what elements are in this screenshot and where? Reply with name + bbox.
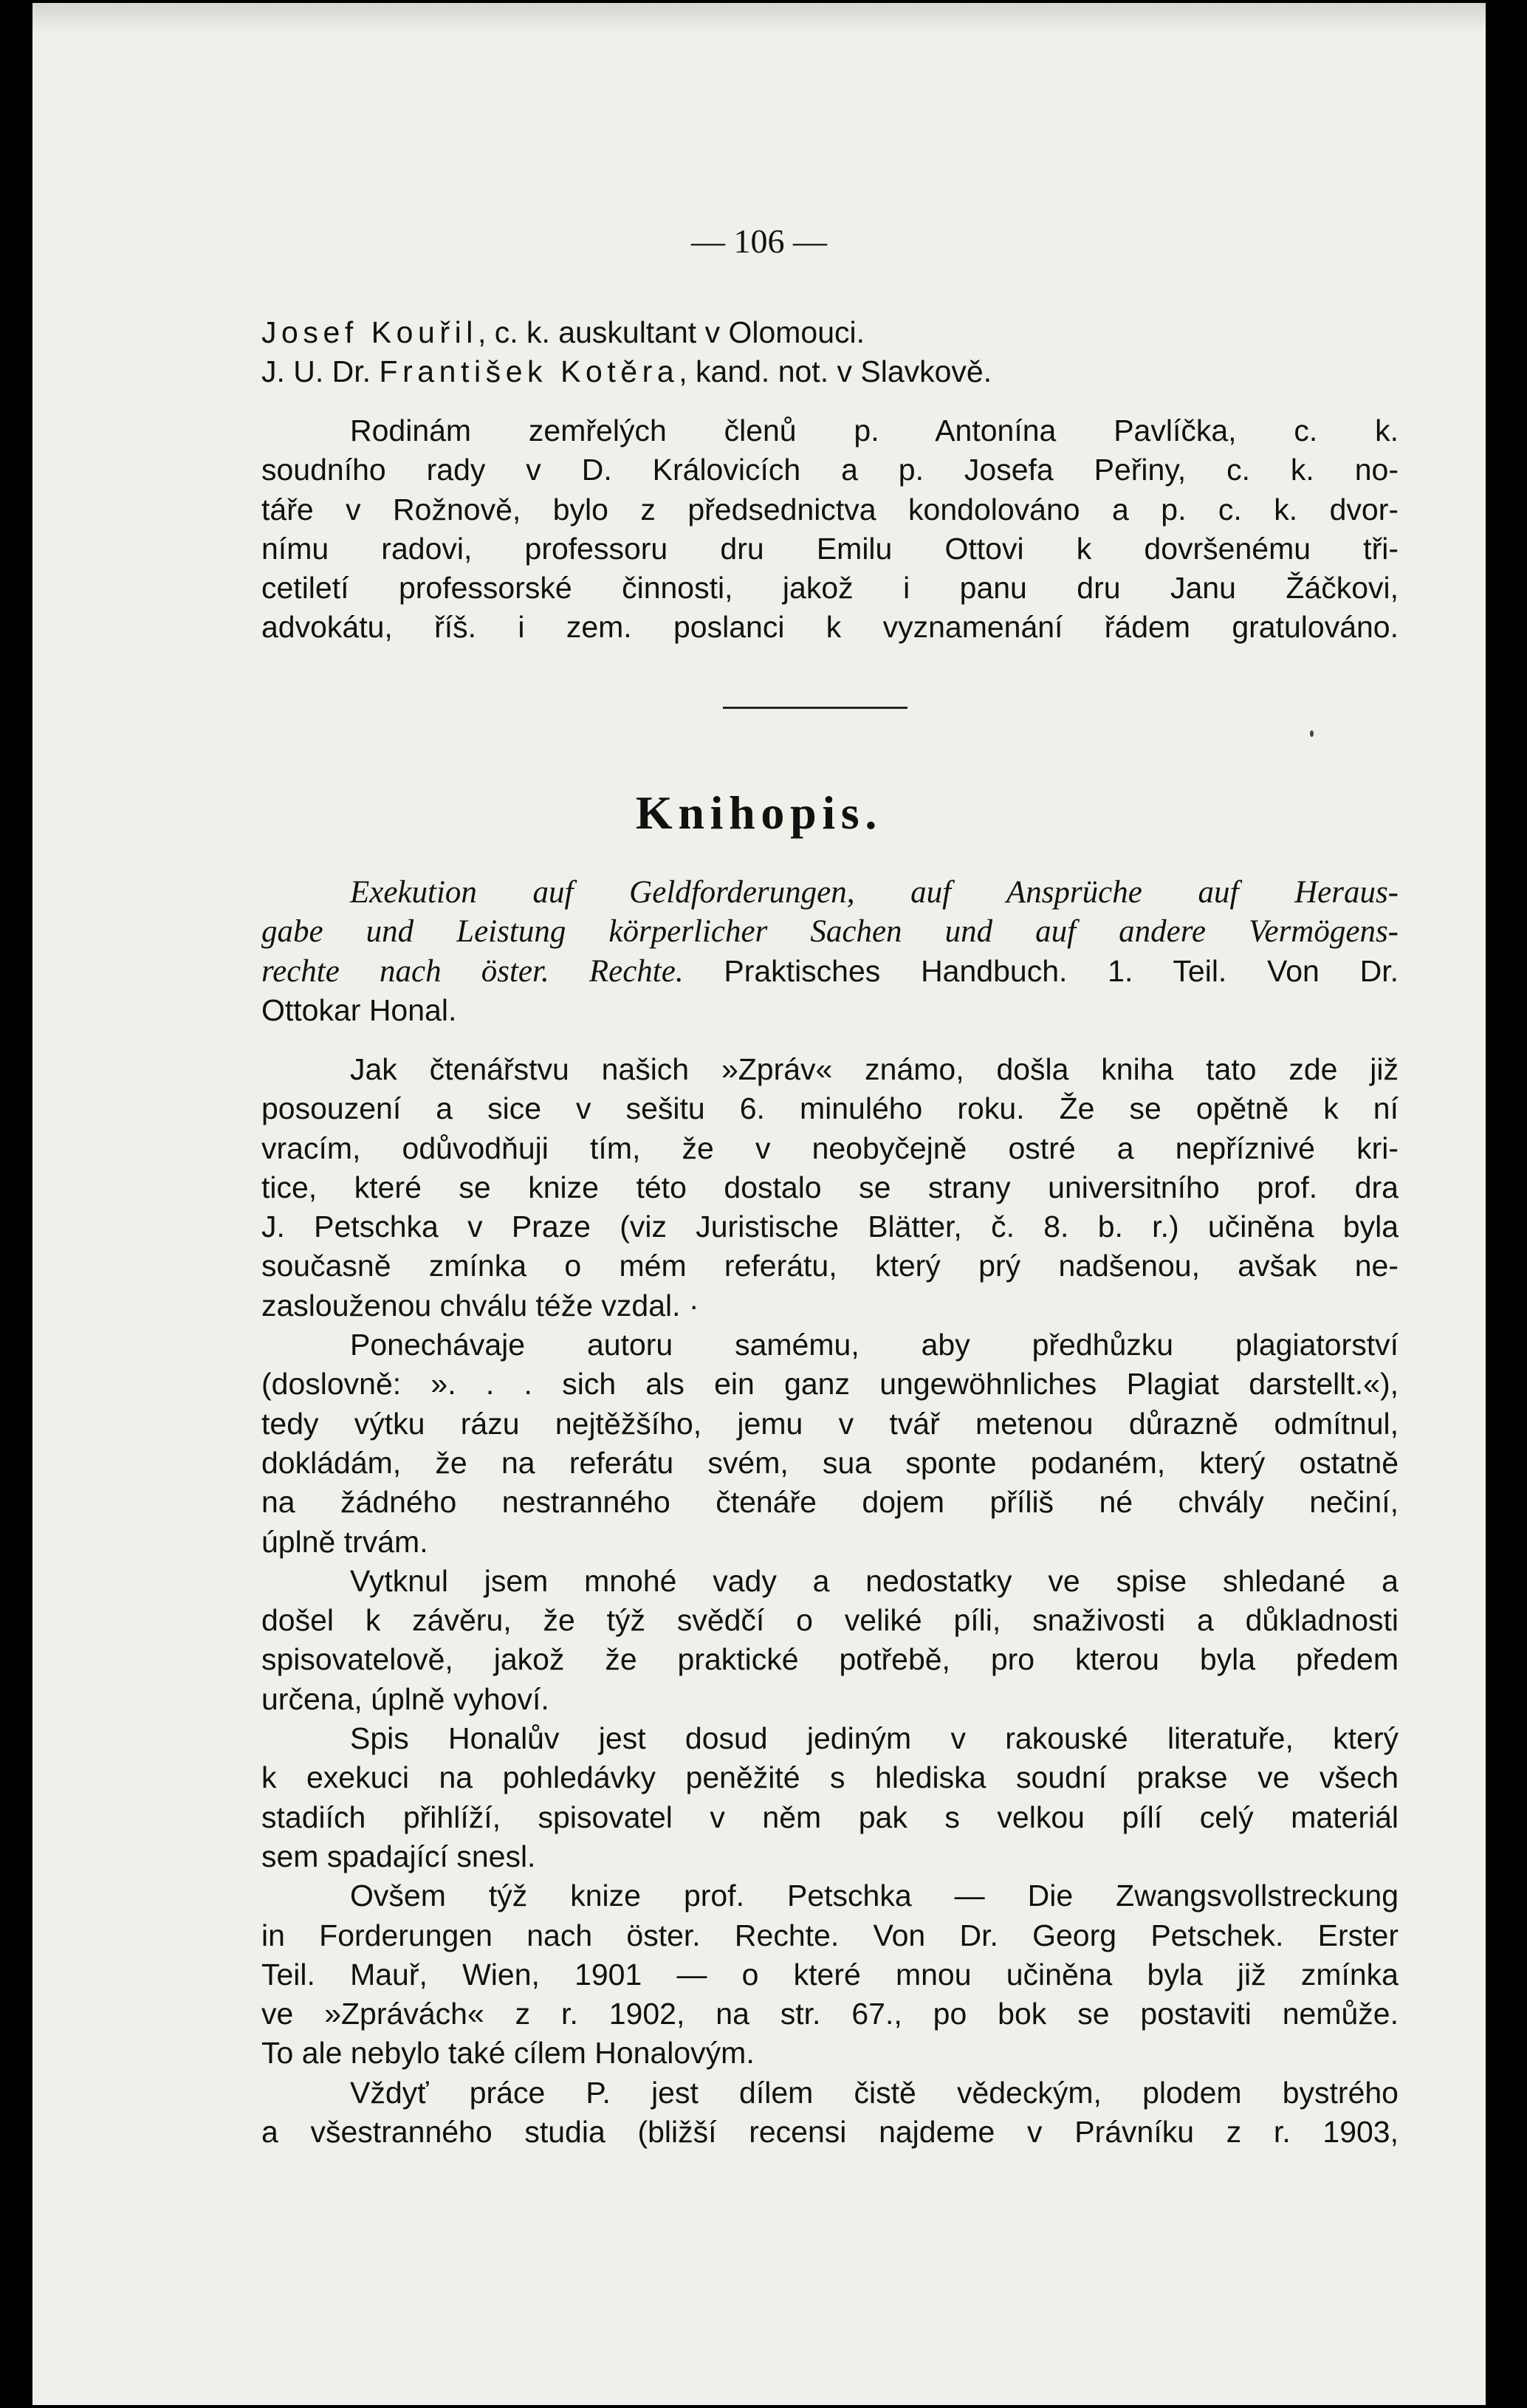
text-line: táře v Rožnově, bylo z předsednictva kondolováno a p. c. k. dvor- bbox=[261, 492, 1399, 526]
text-line: spisovatelově, jakož že praktické potřebě, pro kterou byla předem bbox=[261, 1642, 1399, 1677]
text-line: Rodinám zemřelých členů p. Antonína Pavlíčka, c. k. bbox=[350, 414, 1399, 447]
text-line: současně zmínka o mém referátu, který prý nadšenou, avšak ne- bbox=[261, 1249, 1399, 1283]
text-line: Jak čtenářstvu našich »Zpráv« známo, došla kniha tato zde již bbox=[350, 1052, 1399, 1086]
citation-line: Exekution auf Geldforderungen, auf Ansprüche auf Heraus- bbox=[350, 875, 1399, 910]
text-line: advokátu, říš. i zem. poslanci k vyznamenání řádem gratulováno. bbox=[261, 610, 1399, 645]
text-line: nímu radovi, professoru dru Emilu Ottovi k dovršenému tři- bbox=[261, 531, 1399, 566]
review-body bbox=[261, 1050, 1399, 2152]
text-line: Ponechávaje autoru samému, aby předhůzku plagiatorství bbox=[350, 1328, 1399, 1362]
text-line: ve »Zprávách« z r. 1902, na str. 67., po bok se postaviti nemůže. bbox=[261, 1997, 1399, 2031]
text-line: Spis Honalův jest dosud jediným v rakouské literatuře, který bbox=[350, 1721, 1399, 1756]
citation-line: gabe und Leistung körperlicher Sachen und auf andere Vermögens- bbox=[261, 914, 1399, 950]
citation-author: Ottokar Honal. bbox=[261, 992, 457, 1027]
text-line: Ovšem týž knize prof. Petschka — Die Zwangsvollstreckung bbox=[350, 1879, 1399, 1913]
text-line: určena, úplně vyhoví. bbox=[261, 1681, 549, 1716]
text-line: Vytknul jsem mnohé vady a nedostatky ve spise shledané a bbox=[350, 1563, 1399, 1598]
page-number: — 106 — bbox=[691, 222, 827, 260]
text-line: zaslouženou chválu téže vzdal. · bbox=[261, 1288, 699, 1323]
section-heading: Knihopis. bbox=[635, 786, 883, 839]
text-line: Teil. Mauř, Wien, 1901 — o které mnou učiněna byla již zmínka bbox=[261, 1957, 1399, 1992]
text-line: a všestranného studia (bližší recensi najdeme v Právníku z r. 1903, bbox=[261, 2115, 1399, 2150]
section-divider bbox=[723, 707, 907, 709]
text-line: vracím, odůvodňuji tím, že v neobyčejně ostré a nepříznivé kri- bbox=[261, 1131, 1399, 1165]
book-page bbox=[32, 3, 1486, 2405]
text-line: (doslovně: ». . . sich als ein ganz ungewöhnliches Plagiat darstellt.«), bbox=[261, 1367, 1399, 1402]
intro-block bbox=[261, 313, 1399, 392]
intro-line: J. U. Dr. František Kotěra, kand. not. v Slavkově. bbox=[261, 354, 992, 389]
text-line: cetiletí professorské činnosti, jakož i panu dru Janu Žáčkovi, bbox=[261, 571, 1399, 606]
print-speck bbox=[1310, 730, 1314, 737]
text-line: posouzení a sice v sešitu 6. minulého roku. Že se opětně k ní bbox=[261, 1091, 1399, 1126]
text-line: tedy výtku rázu nejtěžšího, jemu v tvář metenou důrazně odmítnul, bbox=[261, 1406, 1399, 1441]
text-line: sem spadající snesl. bbox=[261, 1839, 536, 1873]
text-line: dokládám, že na referátu svém, sua sponte podaném, který ostatně bbox=[261, 1445, 1399, 1480]
text-line: J. Petschka v Praze (viz Juristische Blätter, č. 8. b. r.) učiněna byla bbox=[261, 1210, 1399, 1244]
text-line: soudního rady v D. Královicích a p. Josefa Peřiny, c. k. no- bbox=[261, 453, 1399, 487]
text-line: úplně trvám. bbox=[261, 1524, 428, 1559]
text-line: Vždyť práce P. jest dílem čistě vědeckým, plodem bystrého bbox=[350, 2075, 1399, 2110]
condolence-paragraph bbox=[261, 411, 1399, 648]
text-line: k exekuci na pohledávky peněžité s hlediska soudní prakse ve všech bbox=[261, 1760, 1399, 1795]
book-citation bbox=[261, 873, 1399, 1030]
text-line: tice, které se knize této dostalo se strany universitního prof. dra bbox=[261, 1170, 1399, 1204]
text-line: in Forderungen nach öster. Rechte. Von Dr. Georg Petschek. Erster bbox=[261, 1918, 1399, 1952]
text-line: na žádného nestranného čtenáře dojem příliš né chvály nečiní, bbox=[261, 1485, 1399, 1520]
intro-line: Josef Kouřil, c. k. auskultant v Olomouci. bbox=[261, 315, 865, 349]
citation-line: rechte nach öster. Rechte. Praktisches Handbuch. 1. Teil. Von Dr. bbox=[261, 953, 1399, 989]
text-line: stadiích přihlíží, spisovatel v něm pak s velkou pílí celý materiál bbox=[261, 1800, 1399, 1834]
text-line: To ale nebylo také cílem Honalovým. bbox=[261, 2036, 755, 2071]
text-line: došel k závěru, že týž svědčí o veliké píli, snaživosti a důkladnosti bbox=[261, 1603, 1399, 1638]
